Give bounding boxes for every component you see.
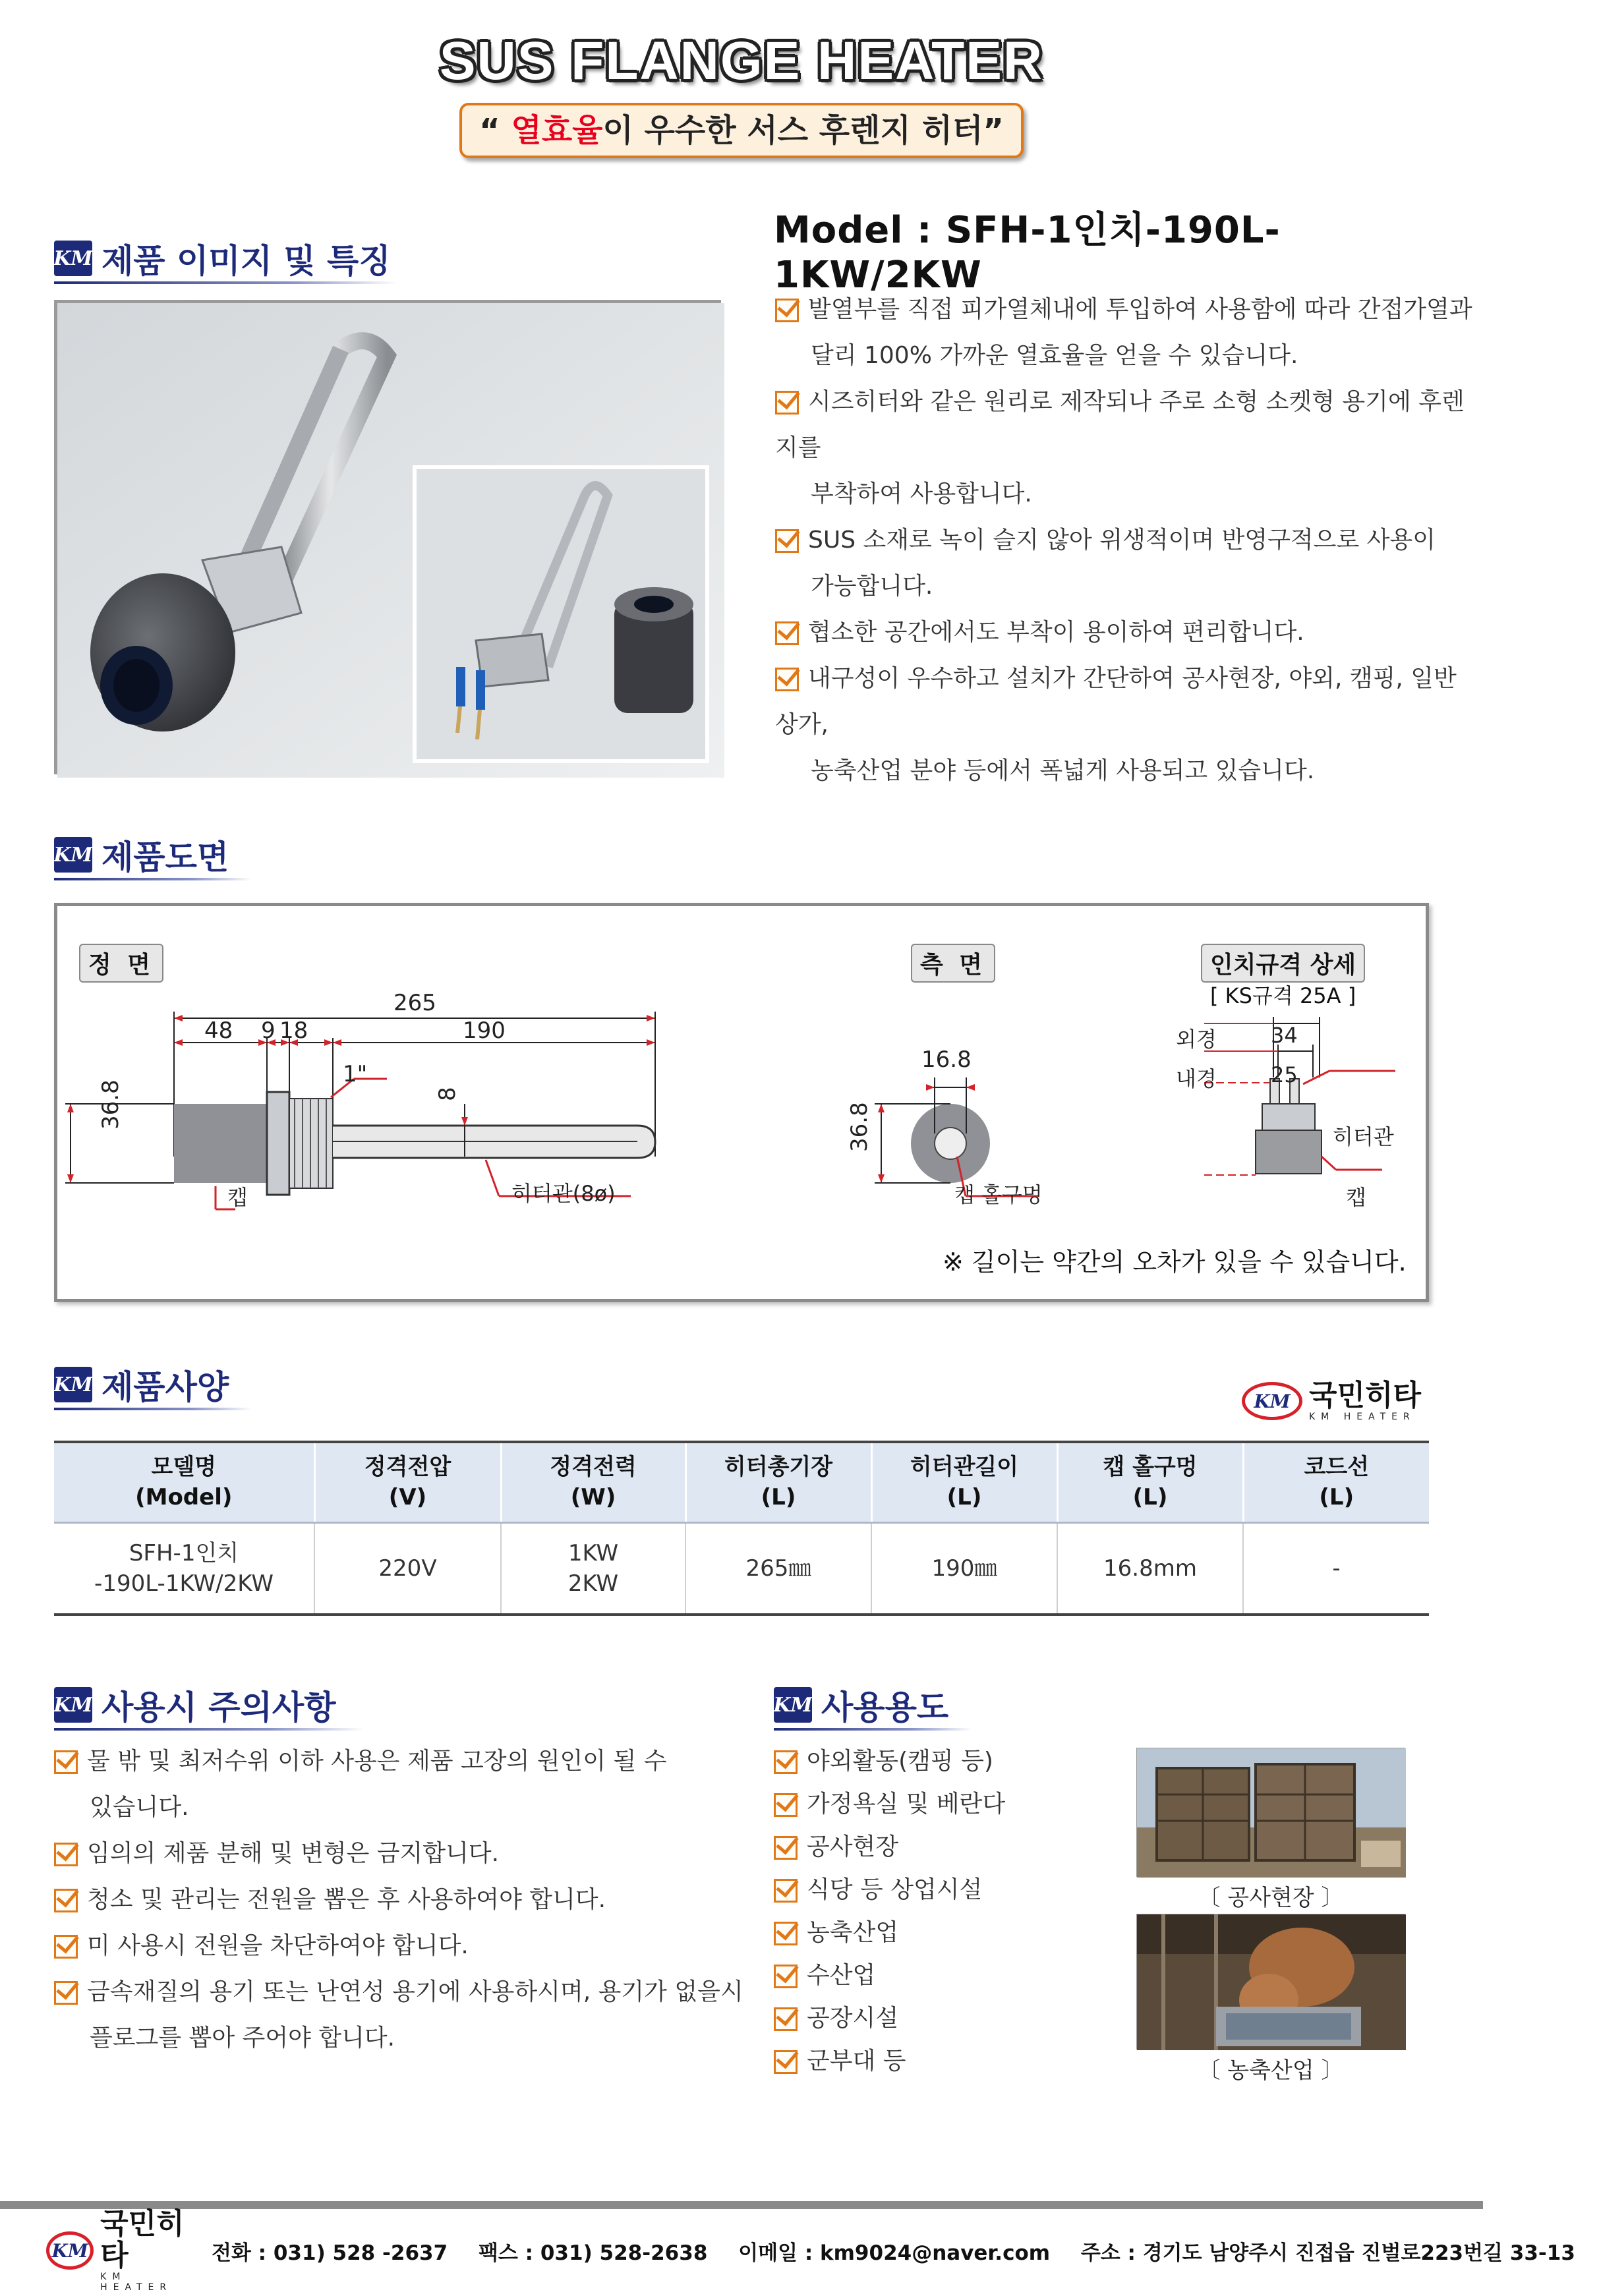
feature-item bbox=[775, 517, 1474, 610]
subtitle-highlight: 열효율 bbox=[511, 112, 603, 149]
footer-email[interactable]: 이메일 : km9024@naver.com bbox=[738, 2241, 1051, 2265]
section-usage-header bbox=[774, 1682, 972, 1731]
livestock-illustration bbox=[1137, 1914, 1406, 2050]
caution-item: 청소 및 관리는 전원을 뽑은 후 사용하여야 합니다. bbox=[54, 1877, 746, 1923]
usage-item: 군부대 등 bbox=[774, 2040, 1143, 2082]
checkbox-icon bbox=[774, 1879, 798, 1903]
usage-item: 식당 등 상업시설 bbox=[774, 1868, 1143, 1911]
checkbox-icon bbox=[774, 1793, 798, 1817]
table-row bbox=[54, 1522, 1429, 1615]
checkbox-icon bbox=[775, 391, 799, 415]
dim-48: 48 bbox=[204, 1018, 233, 1044]
checkbox-icon bbox=[774, 1750, 798, 1774]
dim-1inch: 1" bbox=[343, 1061, 368, 1087]
feature-text: 부착하여 사용합니다. bbox=[811, 480, 1032, 507]
dim-total: 265 bbox=[393, 990, 436, 1016]
td-cap-hole: 16.8mm bbox=[1057, 1522, 1243, 1615]
cap-detail-label: 캡 bbox=[1346, 1185, 1366, 1210]
footer-brand-name: 국민히타 bbox=[100, 2207, 185, 2272]
section-spec-header bbox=[54, 1362, 252, 1410]
checkbox-icon bbox=[774, 2007, 798, 2031]
checkbox-icon bbox=[54, 1843, 78, 1866]
km-badge-icon: KM bbox=[54, 837, 92, 873]
product-photo-inset bbox=[413, 465, 709, 763]
caution-item: 임의의 제품 분해 및 변형은 금지합니다. bbox=[54, 1831, 746, 1877]
brand-name: 국민히타 bbox=[1309, 1379, 1422, 1412]
section-features-header bbox=[54, 235, 397, 284]
subtitle-rest: 이 우수한 서스 후렌지 히터” bbox=[602, 112, 1004, 149]
td-cord: - bbox=[1243, 1522, 1429, 1615]
construction-site-photo bbox=[1136, 1748, 1405, 1877]
usage-item: 야외활동(캠핑 등) bbox=[774, 1740, 1143, 1783]
footer-address: 주소 : 경기도 남양주시 진접읍 진벌로223번길 33-13 bbox=[1080, 2241, 1575, 2265]
cap-label: 캡 bbox=[227, 1185, 248, 1210]
td-model: SFH-1인치 -190L-1KW/2KW bbox=[54, 1522, 314, 1615]
section-drawing-title: 제품도면 bbox=[102, 838, 229, 876]
dim-9: 9 bbox=[261, 1018, 276, 1044]
usage-item: 농축산업 bbox=[774, 1911, 1143, 1954]
checkbox-icon bbox=[775, 621, 799, 645]
feature-text: 발열부를 직접 피가열체내에 투입하여 사용함에 따라 간접가열과 bbox=[808, 296, 1472, 323]
td-total-length: 265㎜ bbox=[685, 1522, 871, 1615]
brand-sub: KM HEATER bbox=[1309, 1412, 1416, 1422]
footer-fax: 팩스 : 031) 528-2638 bbox=[478, 2241, 708, 2265]
checkbox-icon bbox=[54, 1981, 78, 2005]
contact-info bbox=[212, 2236, 1599, 2266]
th-model: 모델명 (Model) bbox=[54, 1442, 314, 1522]
subtitle-box bbox=[459, 103, 1024, 158]
checkbox-icon bbox=[774, 1965, 798, 1988]
section-spec-title: 제품사양 bbox=[102, 1368, 229, 1406]
feature-text: 농축산업 분야 등에서 폭넓게 사용되고 있습니다. bbox=[811, 757, 1315, 784]
construction-caption: 〔 공사현장 〕 bbox=[1198, 1885, 1344, 1911]
livestock-photo bbox=[1136, 1914, 1405, 2050]
footer-divider bbox=[0, 2201, 1483, 2209]
km-badge-icon: KM bbox=[774, 1687, 812, 1723]
km-logo-icon: KM bbox=[1242, 1382, 1302, 1420]
usage-item: 수산업 bbox=[774, 1954, 1143, 1997]
dim-190: 190 bbox=[463, 1018, 506, 1044]
caution-list bbox=[54, 1738, 746, 2061]
feature-text: 가능합니다. bbox=[811, 573, 933, 600]
feature-text: 달리 100% 가까운 열효율을 얻을 수 있습니다. bbox=[811, 342, 1298, 369]
footer bbox=[0, 2207, 1575, 2293]
heater-tube-label: 히터관(8ø) bbox=[511, 1181, 616, 1206]
inner-label: 내경 bbox=[1176, 1066, 1217, 1091]
outer-label: 외경 bbox=[1176, 1027, 1217, 1052]
inner-value: 25 bbox=[1271, 1062, 1298, 1087]
feature-item bbox=[775, 287, 1474, 379]
section-caution-header bbox=[54, 1682, 364, 1731]
livestock-caption: 〔 농축산업 〕 bbox=[1198, 2057, 1344, 2084]
caution-item: 미 사용시 전원을 차단하여야 합니다. bbox=[54, 1923, 746, 1969]
caution-item: 물 밖 및 최저수위 이하 사용은 제품 고장의 원인이 될 수 있습니다. bbox=[54, 1738, 746, 1831]
th-cap-hole: 캡 홀구멍 (L) bbox=[1057, 1442, 1243, 1522]
ks-standard: [ KS규격 25A ] bbox=[1210, 983, 1356, 1008]
th-tube-length: 히터관길이 (L) bbox=[871, 1442, 1057, 1522]
section-drawing-header bbox=[54, 832, 252, 880]
checkbox-icon bbox=[774, 2050, 798, 2074]
heater-parts-illustration bbox=[417, 469, 705, 759]
checkbox-icon bbox=[54, 1750, 78, 1774]
subtitle-open: “ bbox=[479, 112, 511, 149]
heater-tube-detail-label: 히터관 bbox=[1333, 1124, 1394, 1149]
feature-item bbox=[775, 610, 1474, 656]
checkbox-icon bbox=[774, 1922, 798, 1945]
cap-hole-label: 캡 홀구멍 bbox=[954, 1182, 1043, 1207]
dim-18: 18 bbox=[279, 1018, 308, 1044]
caution-item: 금속재질의 용기 또는 난연성 용기에 사용하시며, 용기가 없을시 플로그를 뽑아 주어야 합니다. bbox=[54, 1969, 746, 2061]
td-tube-length: 190㎜ bbox=[871, 1522, 1057, 1615]
usage-item: 공사현장 bbox=[774, 1825, 1143, 1868]
outer-value: 34 bbox=[1271, 1023, 1298, 1048]
footer-tel: 전화 : 031) 528 -2637 bbox=[211, 2241, 448, 2265]
checkbox-icon bbox=[54, 1935, 78, 1959]
footer-brand-sub: KM HEATER bbox=[100, 2272, 173, 2293]
th-voltage: 정격전압 (V) bbox=[314, 1442, 501, 1522]
checkbox-icon bbox=[775, 668, 799, 691]
dim-36-8-side: 36.8 bbox=[846, 1102, 873, 1152]
feature-text: SUS 소재로 녹이 슬지 않아 위생적이며 반영구적으로 사용이 bbox=[808, 527, 1436, 554]
inch-spec-tag: 인치규격 상세 bbox=[1201, 944, 1365, 983]
dim-36-8-front: 36.8 bbox=[98, 1079, 124, 1130]
front-view-tag: 정 면 bbox=[79, 944, 163, 983]
th-power: 정격전력 (W) bbox=[501, 1442, 685, 1522]
brand-logo bbox=[1242, 1380, 1421, 1422]
km-badge-icon: KM bbox=[54, 1687, 92, 1723]
section-caution-title: 사용시 주의사항 bbox=[102, 1688, 336, 1727]
usage-item: 공장시설 bbox=[774, 1997, 1143, 2040]
tolerance-note: ※ 길이는 약간의 오차가 있을 수 있습니다. bbox=[943, 1248, 1407, 1277]
feature-item bbox=[775, 379, 1474, 517]
feature-list bbox=[775, 287, 1474, 794]
feature-text: 내구성이 우수하고 설치가 간단하여 공사현장, 야외, 캠핑, 일반상가, bbox=[775, 665, 1457, 738]
side-view-tag: 측 면 bbox=[911, 944, 995, 983]
usage-item: 가정욕실 및 베란다 bbox=[774, 1783, 1143, 1825]
th-total-length: 히터총기장 (L) bbox=[685, 1442, 871, 1522]
dim-16-8: 16.8 bbox=[921, 1047, 972, 1073]
feature-item bbox=[775, 656, 1474, 794]
construction-illustration bbox=[1137, 1748, 1406, 1878]
checkbox-icon bbox=[54, 1889, 78, 1912]
checkbox-icon bbox=[775, 529, 799, 553]
feature-text: 협소한 공간에서도 부착이 용이하여 편리합니다. bbox=[808, 619, 1304, 646]
table-header-row bbox=[54, 1442, 1429, 1522]
dim-8: 8 bbox=[434, 1087, 461, 1101]
main-title: SUS FLANGE HEATER bbox=[439, 31, 1044, 91]
checkbox-icon bbox=[775, 299, 799, 322]
th-cord: 코드선 (L) bbox=[1243, 1442, 1429, 1522]
km-badge-icon: KM bbox=[54, 1367, 92, 1402]
feature-text: 시즈히터와 같은 원리로 제작되나 주로 소형 소켓형 용기에 후렌지를 bbox=[775, 388, 1465, 461]
km-logo-icon: KM bbox=[46, 2231, 94, 2270]
usage-list bbox=[774, 1740, 1143, 2082]
td-voltage: 220V bbox=[314, 1522, 501, 1615]
checkbox-icon bbox=[774, 1836, 798, 1860]
drawing-lines bbox=[57, 906, 1426, 1299]
footer-logo bbox=[46, 2208, 185, 2293]
model-name: Model : SFH-1인치-190L-1KW/2KW bbox=[774, 209, 1281, 297]
spec-table bbox=[54, 1441, 1429, 1616]
section-features-title: 제품 이미지 및 특징 bbox=[102, 242, 391, 280]
section-usage-title: 사용용도 bbox=[821, 1688, 949, 1727]
td-power: 1KW 2KW bbox=[501, 1522, 685, 1615]
km-badge-icon: KM bbox=[54, 241, 92, 276]
